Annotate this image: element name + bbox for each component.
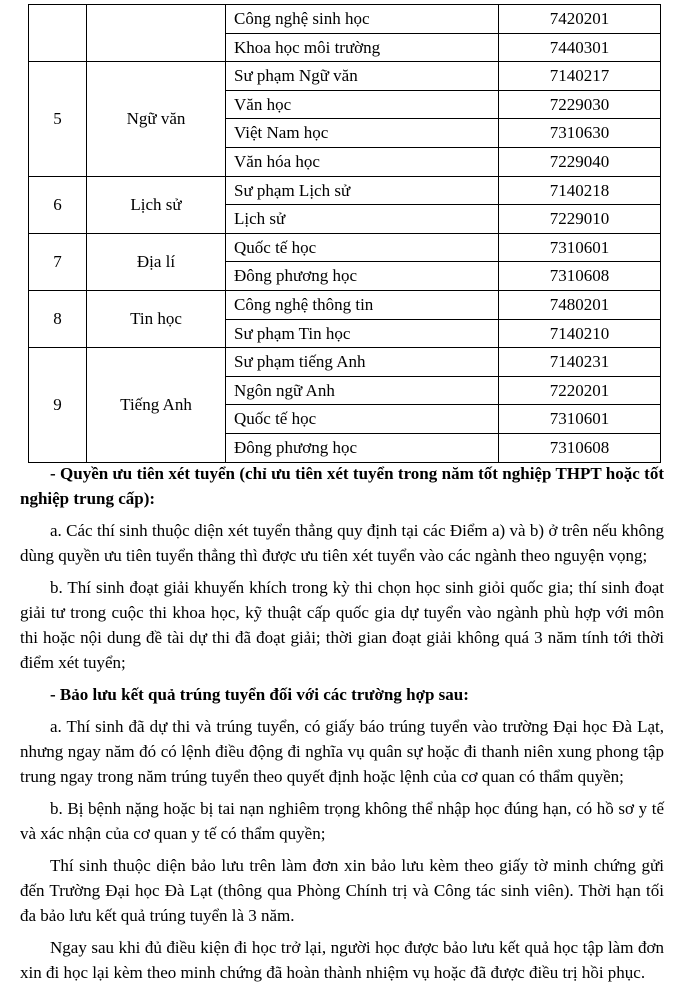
table-row xyxy=(29,5,661,34)
major-code-cell: 7310601 xyxy=(499,405,661,434)
table-row xyxy=(29,290,661,319)
paragraph: Ngay sau khi đủ điều kiện đi học trở lại, người học được bảo lưu kết quả học tập làm đơn xin đi học lại kèm theo minh chứng đã hoàn thành nhiệm vụ hoặc đã được điều trị hồi phục. xyxy=(20,938,664,982)
group-number-cell: 8 xyxy=(29,290,87,347)
major-name-cell: Sư phạm Lịch sử xyxy=(226,176,499,205)
major-code-cell: 7229010 xyxy=(499,205,661,234)
major-code-cell: 7140218 xyxy=(499,176,661,205)
table-row xyxy=(29,233,661,262)
subject-cell: Ngữ văn xyxy=(87,62,226,176)
subject-cell xyxy=(87,5,226,62)
group-number-cell: 9 xyxy=(29,348,87,462)
major-code-cell: 7310630 xyxy=(499,119,661,148)
major-code-cell: 7310608 xyxy=(499,262,661,291)
major-name-cell: Công nghệ sinh học xyxy=(226,5,499,34)
section-heading: - Quyền ưu tiên xét tuyển (chỉ ưu tiên xét tuyển trong năm tốt nghiệp THPT hoặc tốt nghiệp trung cấp): xyxy=(20,464,664,508)
majors-table-body xyxy=(29,5,661,463)
major-code-cell: 7310608 xyxy=(499,433,661,462)
major-code-cell: 7480201 xyxy=(499,290,661,319)
table-row xyxy=(29,62,661,91)
group-number-cell xyxy=(29,5,87,62)
major-name-cell: Việt Nam học xyxy=(226,119,499,148)
major-code-cell: 7220201 xyxy=(499,376,661,405)
paragraph: Thí sinh thuộc diện bảo lưu trên làm đơn xin bảo lưu kèm theo giấy tờ minh chứng gửi đến Trường Đại học Đà Lạt (thông qua Phòng Chính trị và Công tác sinh viên). Thời hạn tối đa bảo lưu kết quả trúng tuyển là 3 năm. xyxy=(20,856,664,925)
major-name-cell: Công nghệ thông tin xyxy=(226,290,499,319)
policy-text-section xyxy=(20,461,664,992)
major-code-cell: 7440301 xyxy=(499,33,661,62)
majors-table xyxy=(28,4,661,463)
paragraph: a. Các thí sinh thuộc diện xét tuyển thẳng quy định tại các Điểm a) và b) ở trên nếu không dùng quyền ưu tiên tuyển thẳng thì được ưu tiên xét tuyển vào các ngành theo nguyện vọng; xyxy=(20,521,664,565)
major-name-cell: Văn hóa học xyxy=(226,147,499,176)
major-name-cell: Sư phạm Ngữ văn xyxy=(226,62,499,91)
subject-cell: Tiếng Anh xyxy=(87,348,226,462)
major-name-cell: Ngôn ngữ Anh xyxy=(226,376,499,405)
subject-cell: Lịch sử xyxy=(87,176,226,233)
major-name-cell: Quốc tế học xyxy=(226,233,499,262)
major-code-cell: 7229040 xyxy=(499,147,661,176)
table-row xyxy=(29,176,661,205)
group-number-cell: 7 xyxy=(29,233,87,290)
subject-cell: Tin học xyxy=(87,290,226,347)
table-row xyxy=(29,348,661,377)
major-code-cell: 7310601 xyxy=(499,233,661,262)
major-name-cell: Văn học xyxy=(226,90,499,119)
paragraph: b. Bị bệnh nặng hoặc bị tai nạn nghiêm trọng không thể nhập học đúng hạn, có hồ sơ y tế và xác nhận của cơ quan y tế có thẩm quyền; xyxy=(20,799,664,843)
major-code-cell: 7420201 xyxy=(499,5,661,34)
major-code-cell: 7140210 xyxy=(499,319,661,348)
major-code-cell: 7229030 xyxy=(499,90,661,119)
major-name-cell: Sư phạm tiếng Anh xyxy=(226,348,499,377)
major-name-cell: Quốc tế học xyxy=(226,405,499,434)
subject-cell: Địa lí xyxy=(87,233,226,290)
major-name-cell: Đông phương học xyxy=(226,433,499,462)
major-name-cell: Khoa học môi trường xyxy=(226,33,499,62)
paragraph: b. Thí sinh đoạt giải khuyến khích trong kỳ thi chọn học sinh giỏi quốc gia; thí sinh đoạt giải tư trong cuộc thi khoa học, kỹ thuật cấp quốc gia dự tuyển vào ngành phù hợp với môn thi hoặc nội dung đề tài dự thi đã đoạt giải; thời gian đoạt giải không quá 3 năm tính tới thời điểm xét tuyển; xyxy=(20,578,664,672)
group-number-cell: 5 xyxy=(29,62,87,176)
major-name-cell: Lịch sử xyxy=(226,205,499,234)
major-name-cell: Sư phạm Tin học xyxy=(226,319,499,348)
paragraph: a. Thí sinh đã dự thi và trúng tuyển, có giấy báo trúng tuyển vào trường Đại học Đà Lạt, nhưng ngay năm đó có lệnh điều động đi nghĩa vụ quân sự hoặc đi thanh niên xung phong tập trung ngay trong năm trúng tuyển theo quyết định hoặc lệnh của cơ quan có thẩm quyền; xyxy=(20,717,664,786)
group-number-cell: 6 xyxy=(29,176,87,233)
major-code-cell: 7140217 xyxy=(499,62,661,91)
major-code-cell: 7140231 xyxy=(499,348,661,377)
major-name-cell: Đông phương học xyxy=(226,262,499,291)
section-heading: - Bảo lưu kết quả trúng tuyển đối với các trường hợp sau: xyxy=(50,685,469,704)
